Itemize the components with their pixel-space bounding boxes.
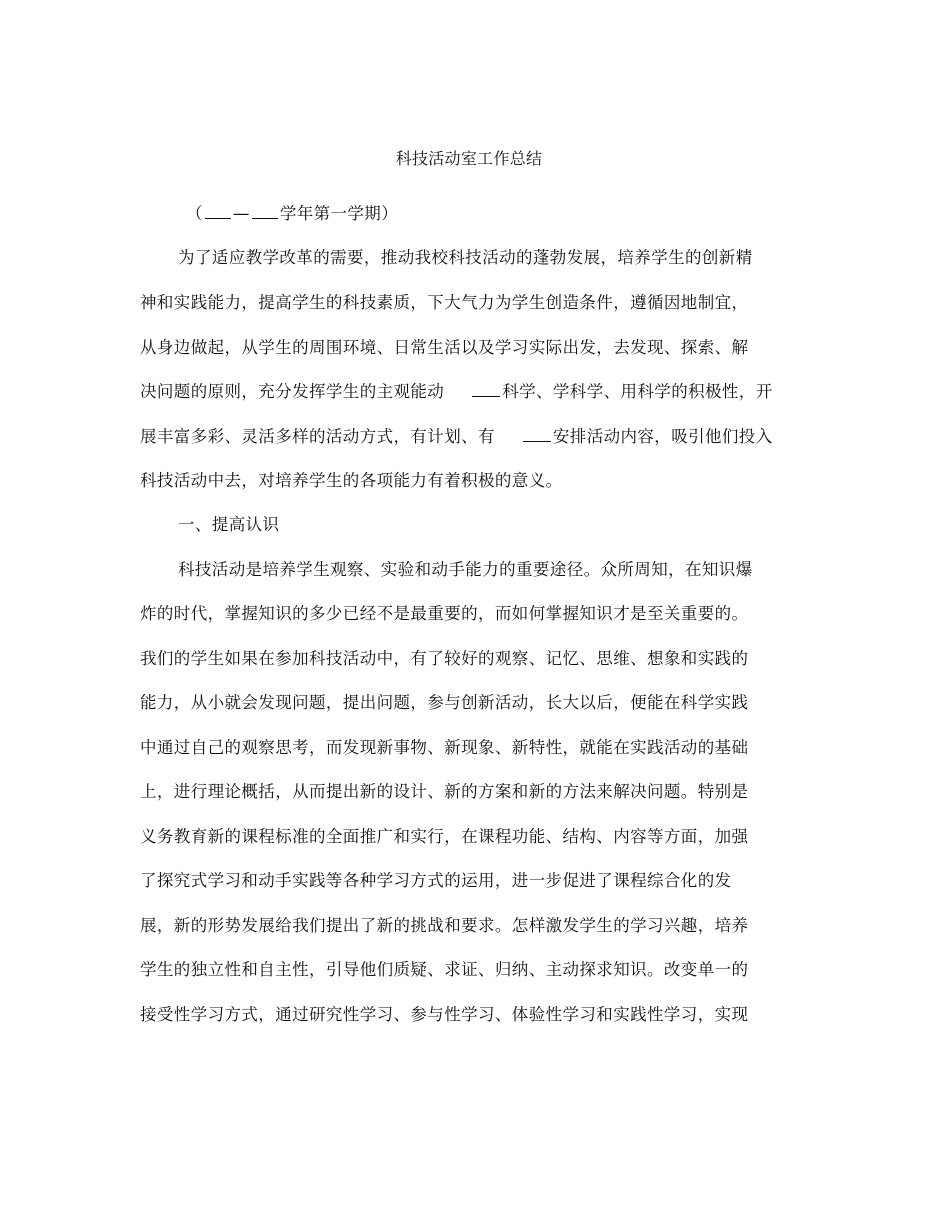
section-1-line-7: 义务教育新的课程标准的全面推广和实行，在课程功能、结构、内容等方面，加强 <box>140 827 749 846</box>
section-1-line-10: 学生的独立性和自主性，引导他们质疑、求证、归纳、主动探求知识。改变单一的 <box>140 960 749 979</box>
semester-text: 学年第一学期） <box>279 204 399 223</box>
section-1-heading: 一、提高认识 <box>178 515 280 534</box>
section-1-line-2: 炸的时代，掌握知识的多少已经不是最重要的，而如何掌握知识才是至关重要的。 <box>140 604 749 623</box>
intro-line-4-blank <box>472 380 500 397</box>
year-start-blank <box>205 202 231 219</box>
section-1-line-4: 能力，从小就会发现问题，提出问题，参与创新活动，长大以后，便能在科学实践 <box>140 693 749 712</box>
intro-line-2: 神和实践能力，提高学生的科技素质，下大气力为学生创造条件，遵循因地制宜， <box>140 293 749 312</box>
intro-line-5-part-a: 展丰富多彩、灵活多样的活动方式，有计划、有 <box>140 427 495 446</box>
intro-line-6: 科技活动中去，对培养学生的各项能力有着积极的意义。 <box>140 471 563 490</box>
intro-line-4 <box>140 380 773 404</box>
section-1-line-11: 接受性学习方式，通过研究性学习、参与性学习、体验性学习和实践性学习，实现 <box>140 1005 749 1024</box>
section-1-line-6: 上，进行理论概括，从而提出新的设计、新的方案和新的方法来解决问题。特别是 <box>140 782 749 801</box>
semester-line <box>186 202 398 226</box>
intro-line-5 <box>140 425 773 449</box>
section-1-line-8: 了探究式学习和动手实践等各种学习方式的运用，进一步促进了课程综合化的发 <box>140 871 732 890</box>
section-1-line-1: 科技活动是培养学生观察、实验和动手能力的重要途径。众所周知，在知识爆 <box>178 560 753 579</box>
section-1-line-3: 我们的学生如果在参加科技活动中，有了较好的观察、记忆、思维、想象和实践的 <box>140 649 749 668</box>
section-1-line-5: 中通过自己的观察思考，而发现新事物、新现象、新特性，就能在实践活动的基础 <box>140 738 749 757</box>
semester-dash: — <box>232 204 250 223</box>
intro-line-3: 从身边做起，从学生的周围环境、日常生活以及学习实际出发，去发现、探索、解 <box>140 338 749 357</box>
semester-open-paren: （ <box>186 204 203 223</box>
intro-line-4-part-b: 科学、学科学、用科学的积极性，开 <box>502 382 773 401</box>
year-end-blank <box>252 202 278 219</box>
intro-line-5-blank <box>523 425 551 442</box>
intro-line-4-part-a: 决问题的原则，充分发挥学生的主观能动 <box>140 382 445 401</box>
intro-line-5-part-b: 安排活动内容，吸引他们投入 <box>552 427 773 446</box>
intro-line-1: 为了适应教学改革的需要，推动我校科技活动的蓬勃发展，培养学生的创新精 <box>178 248 753 267</box>
section-1-line-9: 展，新的形势发展给我们提出了新的挑战和要求。怎样激发学生的学习兴趣，培养 <box>140 916 749 935</box>
document-title: 科技活动室工作总结 <box>395 149 543 168</box>
